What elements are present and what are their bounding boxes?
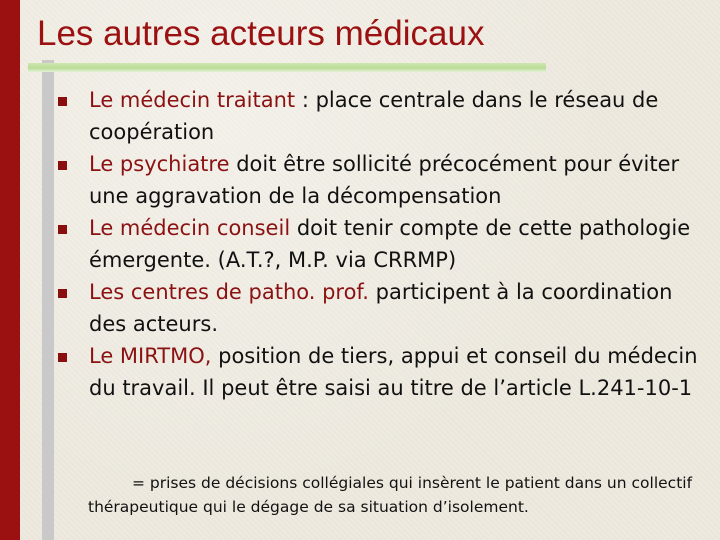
bullet-text: doit tenir compte de cette pathologie émergente. (A.T.?, M.P. via CRRMP): [89, 216, 691, 272]
bullet-item: [58, 276, 708, 340]
bullet-text: doit être sollicité précocément pour éviter une aggravation de la décompensation: [89, 152, 680, 208]
bullet-text: participent à la coordination des acteurs.: [89, 280, 673, 336]
bullet-item: [58, 340, 708, 404]
square-bullet-icon: [58, 289, 67, 298]
square-bullet-icon: [58, 97, 67, 106]
bullet-highlight: Le médecin conseil: [89, 216, 291, 240]
square-bullet-icon: [58, 353, 67, 362]
bullet-text: position de tiers, appui et conseil du médecin du travail. Il peut être saisi au titre de l’article L.241-10-1: [89, 344, 698, 400]
bullet-highlight: Les centres de patho. prof.: [89, 280, 369, 304]
slide-title: Les autres acteurs médicaux: [37, 14, 485, 53]
bullet-text: : place centrale dans le réseau de coopération: [89, 88, 659, 144]
bullet-item: [58, 212, 708, 276]
bullet-highlight: Le médecin traitant: [89, 88, 296, 112]
square-bullet-icon: [58, 161, 67, 170]
bullet-highlight: Le psychiatre: [89, 152, 230, 176]
bullet-item: [58, 148, 708, 212]
square-bullet-icon: [58, 225, 67, 234]
title-underline: [28, 63, 546, 72]
left-accent-bar: [0, 0, 20, 540]
bullet-highlight: Le MIRTMO,: [89, 344, 212, 368]
left-gutter-bar: [42, 60, 54, 540]
bullet-item: [58, 84, 708, 148]
footnote: = prises de décisions collégiales qui insèrent le patient dans un collectif thérapeutique qui le dégage de sa situation d’isolement.: [88, 473, 693, 516]
bullet-list: [58, 84, 708, 404]
